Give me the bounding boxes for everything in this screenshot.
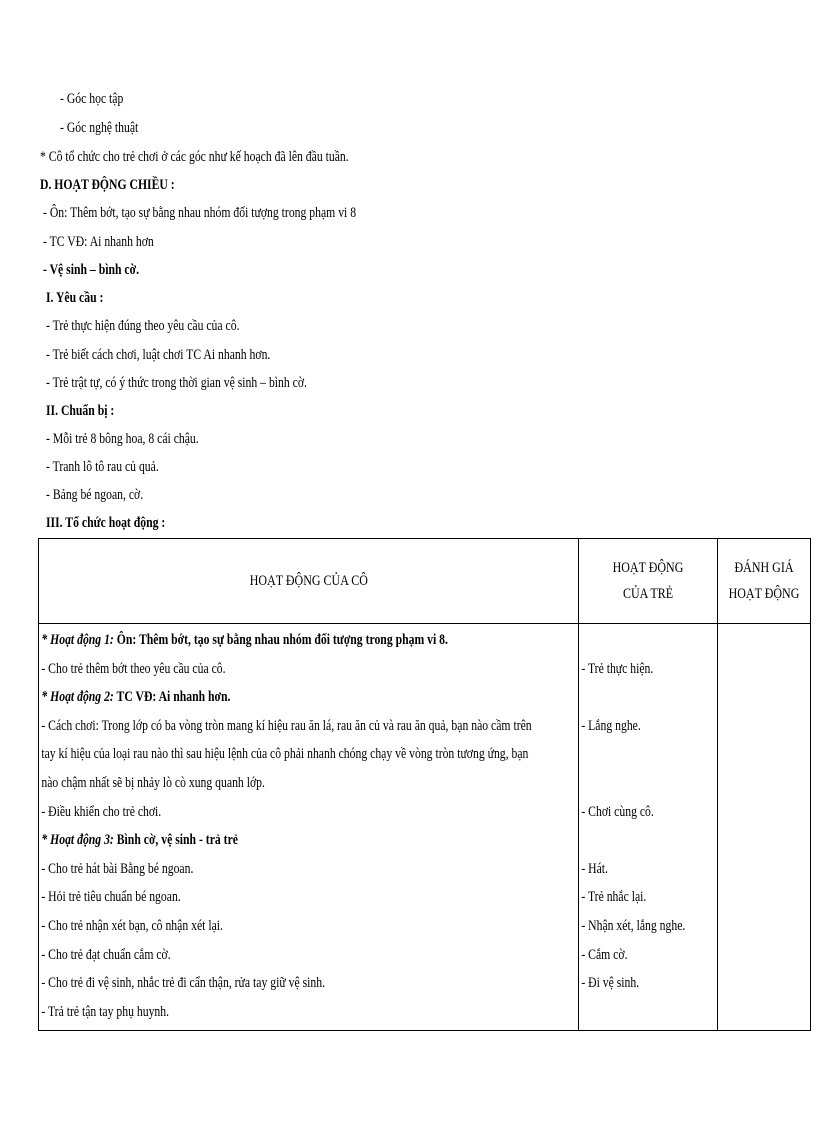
table-row	[39, 624, 811, 1031]
list-item: - Trẻ nhắc lại.	[581, 889, 647, 906]
text-line: - Bảng bé ngoan, cờ.	[46, 487, 144, 503]
column-header-evaluation: ĐÁNH GIÁ HOẠT ĐỘNG	[718, 539, 811, 624]
activity-prefix: * Hoạt động 2:	[41, 689, 114, 706]
teacher-activities-cell	[39, 624, 579, 1031]
list-item: - Cho trẻ đạt chuẩn cắm cờ.	[41, 946, 171, 963]
activity-prefix: * Hoạt động 3:	[41, 832, 114, 849]
list-item: - Đi vệ sinh.	[581, 975, 640, 992]
section-heading: D. HOẠT ĐỘNG CHIỀU :	[40, 177, 175, 193]
text-line: * Cô tổ chức cho trẻ chơi ở các góc như kế hoạch đã lên đầu tuần.	[40, 149, 349, 165]
activity-heading: * Hoạt động 1: Ôn: Thêm bớt, tạo sự bằng nhau nhóm đối tượng trong phạm vi 8.	[41, 632, 448, 648]
activity-prefix: * Hoạt động 1:	[41, 632, 114, 648]
section-heading: II. Chuẩn bị :	[46, 403, 115, 419]
evaluation-cell	[718, 624, 811, 1031]
section-heading: I. Yêu cầu :	[46, 290, 104, 306]
list-item: - Cho trẻ hát bài Bằng bé ngoan.	[41, 860, 194, 877]
list-item: - Cho trẻ nhận xét bạn, cô nhận xét lại.	[41, 917, 223, 934]
text-line: - TC VĐ: Ai nhanh hơn	[43, 234, 154, 250]
section-heading: III. Tổ chức hoạt động :	[46, 515, 166, 531]
list-item: - Cho trẻ đi vệ sinh, nhắc trẻ đi cẩn thận, rửa tay giữ vệ sinh.	[41, 975, 326, 992]
list-item: - Hát.	[581, 860, 608, 877]
list-item: nào chậm nhất sẽ bị nhảy lò cò xung quanh lớp.	[41, 774, 265, 791]
text-line: - Ôn: Thêm bớt, tạo sự bằng nhau nhóm đối tượng trong phạm vi 8	[43, 205, 357, 221]
text-line: - Tranh lô tô rau củ quả.	[46, 459, 159, 475]
list-item: - Điều khiển cho trẻ chơi.	[41, 803, 162, 820]
column-header-child: HOẠT ĐỘNG CỦA TRẺ	[579, 539, 718, 624]
text-line: - Mỗi trẻ 8 bông hoa, 8 cái chậu.	[46, 431, 199, 447]
list-item: - Nhận xét, lắng nghe.	[581, 917, 686, 934]
activity-heading: * Hoạt động 3: Bình cờ, vệ sinh - trả trẻ	[41, 832, 238, 849]
table-header-row	[39, 539, 811, 624]
activity-table	[38, 538, 811, 1031]
text-line: - Trẻ biết cách chơi, luật chơi TC Ai nhanh hơn.	[46, 347, 271, 363]
list-item: - Chơi cùng cô.	[581, 803, 654, 820]
list-item: - Lắng nghe.	[581, 717, 641, 734]
list-item: - Hỏi trẻ tiêu chuẩn bé ngoan.	[41, 889, 181, 906]
activity-heading: * Hoạt động 2: TC VĐ: Ai nhanh hơn.	[41, 689, 231, 706]
list-item: - Cắm cờ.	[581, 946, 628, 963]
text-line: - Trẻ trật tự, có ý thức trong thời gian vệ sinh – bình cờ.	[46, 375, 307, 391]
list-item: - Trả trẻ tận tay phụ huynh.	[41, 1003, 170, 1020]
text-line: - Góc học tập	[60, 91, 124, 107]
column-header-teacher: HOẠT ĐỘNG CỦA CÔ	[39, 539, 579, 624]
list-item: - Cho trẻ thêm bớt theo yêu cầu của cô.	[41, 660, 226, 677]
child-activities-cell	[579, 624, 718, 1031]
text-line: - Góc nghệ thuật	[60, 120, 139, 136]
text-line: - Vệ sinh – bình cờ.	[43, 262, 139, 278]
list-item: - Cách chơi: Trong lớp có ba vòng tròn mang kí hiệu rau ăn lá, rau ăn củ và rau ăn quả, bạn nào cầm trên	[41, 717, 532, 734]
list-item: tay kí hiệu của loại rau nào thì sau hiệu lệnh của cô phải nhanh chóng chạy về vòng tròn tương ứng, bạn	[41, 746, 529, 763]
list-item: - Trẻ thực hiện.	[581, 660, 654, 677]
text-line: - Trẻ thực hiện đúng theo yêu cầu của cô.	[46, 318, 240, 334]
